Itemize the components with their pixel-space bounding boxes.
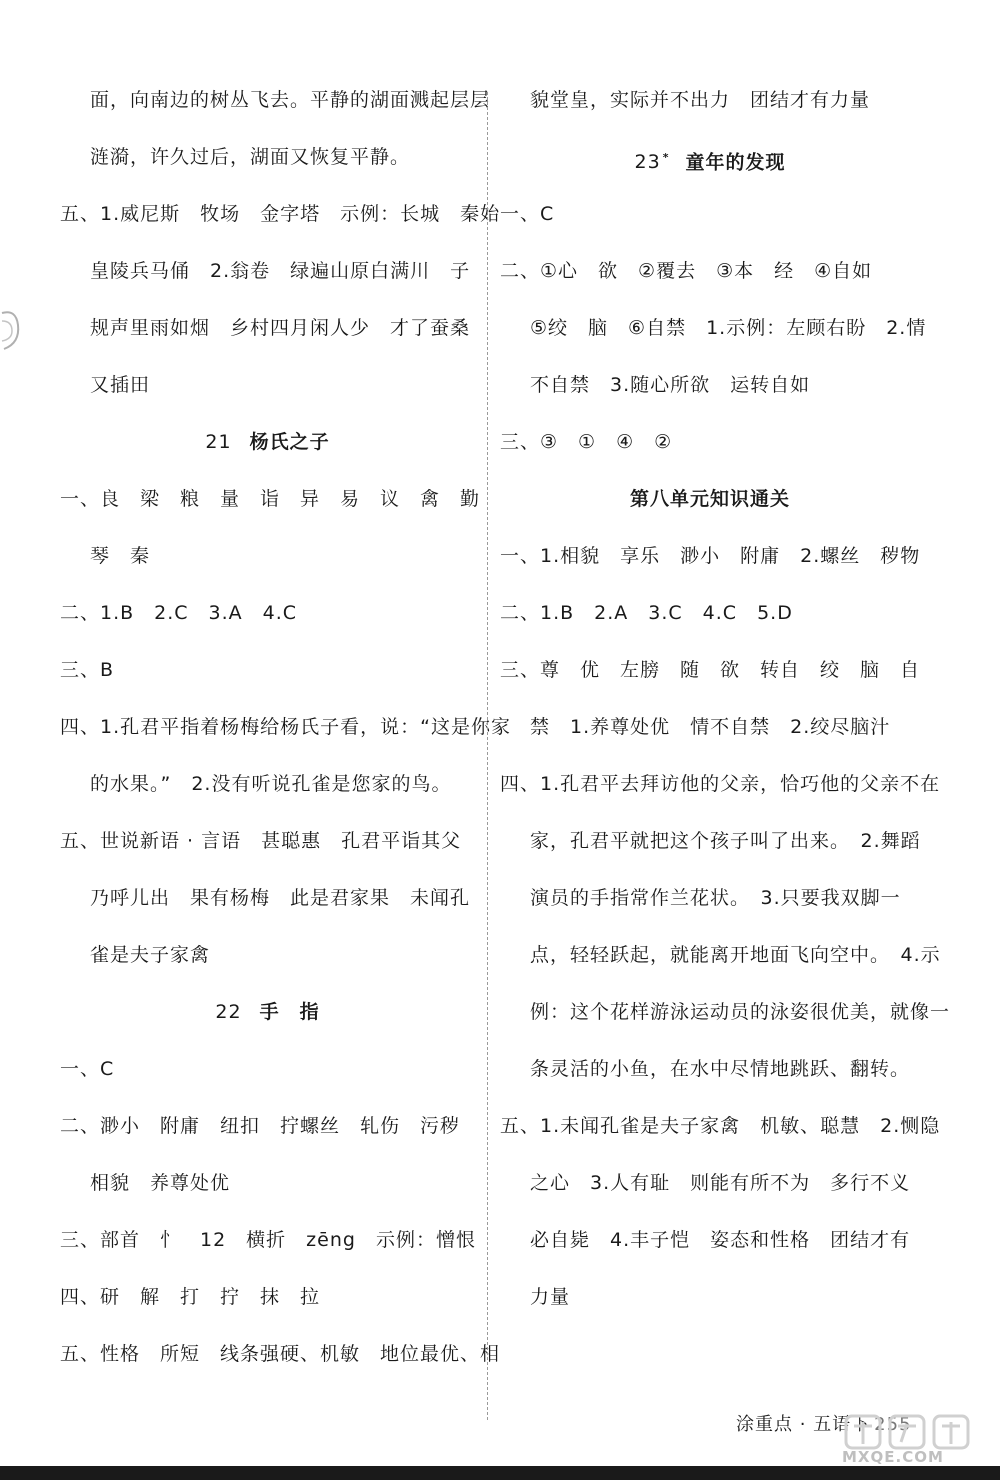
footer-series-label: 涂重点 · 五语下 bbox=[736, 1414, 871, 1435]
text-line: 四、1.孔君平指着杨梅给杨氏子看，说：“这是你家 bbox=[60, 716, 511, 738]
text-line: 家，孔君平就把这个孩子叫了出来。 2.舞蹈 bbox=[530, 830, 921, 852]
lesson-21-heading bbox=[60, 414, 475, 471]
text-line: 二、①心 欲 ②覆去 ③本 经 ④自如 bbox=[500, 260, 873, 282]
text-line: 琴 秦 bbox=[90, 545, 151, 567]
lesson-number: 23 bbox=[634, 151, 661, 174]
text-line: 二、1.B 2.C 3.A 4.C bbox=[60, 602, 298, 624]
lesson-number: 22 bbox=[215, 1001, 242, 1023]
text-line: 的水果。” 2.没有听说孔雀是您家的鸟。 bbox=[90, 773, 452, 795]
text-line: 一、C bbox=[60, 1058, 115, 1080]
text-line: 力量 bbox=[530, 1286, 571, 1308]
text-line: 相貌 养尊处优 bbox=[90, 1172, 231, 1194]
text-line: 五、1.未闻孔雀是夫子家禽 机敏、聪慧 2.恻隐 bbox=[500, 1115, 941, 1137]
text-line: 二、1.B 2.A 3.C 4.C 5.D bbox=[500, 602, 793, 624]
watermark-text: MXQE.COM bbox=[842, 1448, 944, 1466]
text-line: 又插田 bbox=[90, 374, 151, 396]
text-line: 不自禁 3.随心所欲 运转自如 bbox=[530, 374, 811, 396]
lesson-number: 21 bbox=[205, 431, 232, 453]
text-line: 条灵活的小鱼，在水中尽情地跳跃、翻转。 bbox=[530, 1058, 911, 1080]
text-line: 演员的手指常作兰花状。 3.只要我双脚一 bbox=[530, 887, 901, 909]
lesson-23-heading bbox=[500, 129, 920, 186]
text-line: 五、1.威尼斯 牧场 金字塔 示例：长城 秦始 bbox=[60, 203, 501, 225]
text-line: 一、C bbox=[500, 203, 555, 225]
text-line: 规声里雨如烟 乡村四月闲人少 才了蚕桑 bbox=[90, 317, 471, 339]
text-line: 点，轻轻跃起，就能离开地面飞向空中。 4.示 bbox=[530, 944, 941, 966]
text-line: 一、1.相貌 享乐 渺小 附庸 2.螺丝 秽物 bbox=[500, 545, 921, 567]
text-line: 皇陵兵马俑 2.翁卷 绿遍山原白满川 子 bbox=[90, 260, 471, 282]
text-line: 之心 3.人有耻 则能有所不为 多行不义 bbox=[530, 1172, 911, 1194]
text-line: 例：这个花样游泳运动员的泳姿很优美，就像一 bbox=[530, 1001, 951, 1023]
lesson-title: 杨氏之子 bbox=[249, 431, 330, 453]
text-line: 五、性格 所短 线条强硬、机敏 地位最优、相 bbox=[60, 1343, 501, 1365]
lesson-22-heading bbox=[60, 984, 475, 1041]
binder-ring-mark bbox=[0, 305, 22, 355]
lesson-title: 童年的发现 bbox=[685, 151, 786, 174]
text-line: 三、③ ① ④ ② bbox=[500, 431, 673, 453]
text-line: 貌堂皇，实际并不出力 团结才有力量 bbox=[530, 89, 871, 111]
text-line: 五、世说新语 · 言语 甚聪惠 孔君平诣其父 bbox=[60, 830, 462, 852]
text-line: ⑤绞 脑 ⑥自禁 1.示例：左顾右盼 2.情 bbox=[530, 317, 927, 339]
text-line: 面，向南边的树丛飞去。平静的湖面溅起层层 bbox=[90, 89, 491, 111]
text-line: 三、尊 优 左膀 随 欲 转自 绞 脑 自 bbox=[500, 659, 921, 681]
right-column bbox=[500, 72, 951, 1326]
text-line: 二、渺小 附庸 纽扣 拧螺丝 轧伤 污秽 bbox=[60, 1115, 461, 1137]
text-line: 四、研 解 打 拧 抹 拉 bbox=[60, 1286, 321, 1308]
text-line: 三、部首 忄 12 横折 zēng 示例：憎恨 bbox=[60, 1229, 476, 1251]
text-line: 雀是夫子家禽 bbox=[90, 944, 211, 966]
text-line: 必自毙 4.丰子恺 姿态和性格 团结才有 bbox=[530, 1229, 911, 1251]
column-divider bbox=[487, 92, 488, 1420]
text-line: 三、B bbox=[60, 659, 115, 681]
bottom-scan-edge bbox=[0, 1466, 1000, 1480]
text-line: 四、1.孔君平去拜访他的父亲，恰巧他的父亲不在 bbox=[500, 773, 941, 795]
optional-lesson-mark: * bbox=[662, 151, 670, 164]
page-number: 255 bbox=[874, 1414, 912, 1435]
text-line: 乃呼儿出 果有杨梅 此是君家果 未闻孔 bbox=[90, 887, 471, 909]
left-column bbox=[60, 72, 511, 1383]
text-line: 涟漪，许久过后，湖面又恢复平静。 bbox=[90, 146, 411, 168]
unit-8-heading: 第八单元知识通关 bbox=[629, 488, 790, 510]
lesson-title: 手 指 bbox=[259, 1001, 320, 1023]
text-line: 禁 1.养尊处优 情不自禁 2.绞尽脑汁 bbox=[530, 716, 891, 738]
text-line: 一、良 梁 粮 量 诣 异 易 议 禽 勤 bbox=[60, 488, 481, 510]
